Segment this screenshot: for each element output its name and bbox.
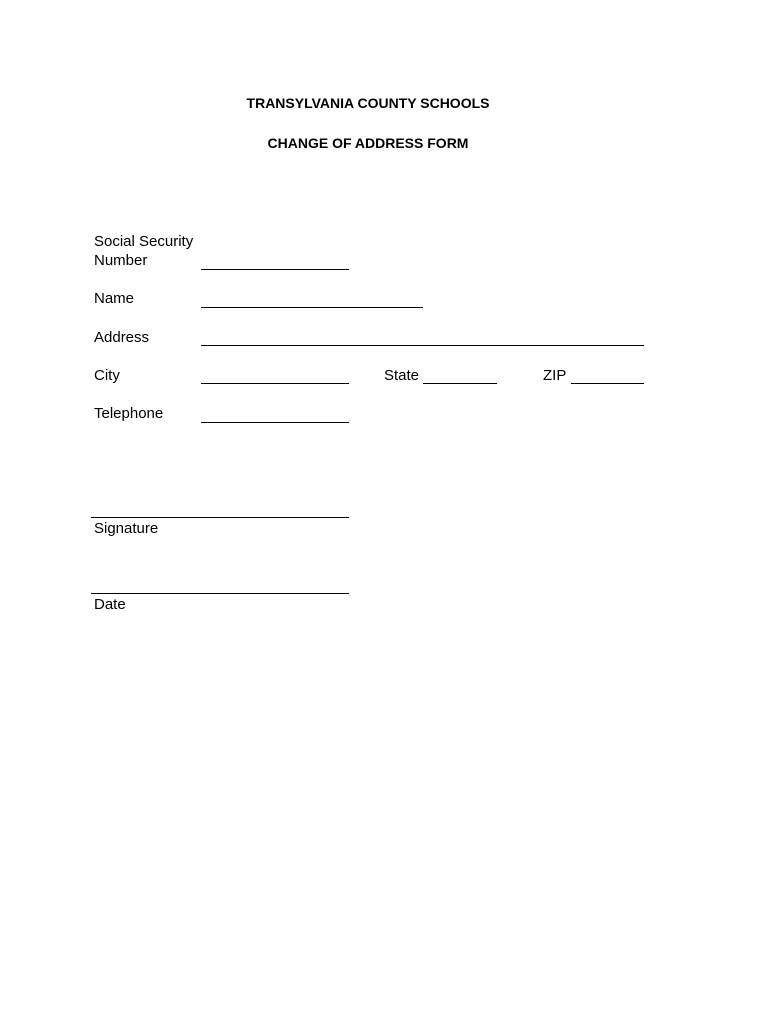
address-field[interactable] bbox=[201, 324, 644, 346]
ssn-label-line1: Social Security bbox=[94, 233, 194, 250]
state-label: State bbox=[384, 367, 420, 384]
zip-label: ZIP bbox=[543, 367, 567, 384]
state-field[interactable] bbox=[423, 362, 497, 384]
name-field[interactable] bbox=[201, 286, 423, 308]
city-field[interactable] bbox=[201, 362, 349, 384]
ssn-underline bbox=[201, 269, 349, 270]
date-label: Date bbox=[94, 596, 126, 613]
signature-label: Signature bbox=[94, 520, 159, 537]
city-label: City bbox=[94, 367, 120, 384]
name-underline bbox=[201, 307, 423, 308]
signature-line bbox=[91, 517, 349, 518]
signature-field[interactable] bbox=[91, 495, 349, 517]
form-title: CHANGE OF ADDRESS FORM bbox=[267, 135, 469, 151]
zip-underline bbox=[571, 383, 644, 384]
ssn-field[interactable] bbox=[201, 248, 349, 270]
address-label: Address bbox=[94, 329, 150, 346]
ssn-label bbox=[94, 232, 193, 270]
telephone-field[interactable] bbox=[201, 401, 349, 423]
telephone-label: Telephone bbox=[94, 405, 164, 422]
school-name: TRANSYLVANIA COUNTY SCHOOLS bbox=[246, 95, 490, 111]
address-underline bbox=[201, 345, 644, 346]
date-field[interactable] bbox=[91, 571, 349, 593]
telephone-underline bbox=[201, 422, 349, 423]
ssn-label-line2: Number bbox=[94, 252, 148, 269]
date-line bbox=[91, 593, 349, 594]
state-underline bbox=[423, 383, 497, 384]
zip-field[interactable] bbox=[571, 362, 644, 384]
city-underline bbox=[201, 383, 349, 384]
name-label: Name bbox=[94, 290, 135, 307]
